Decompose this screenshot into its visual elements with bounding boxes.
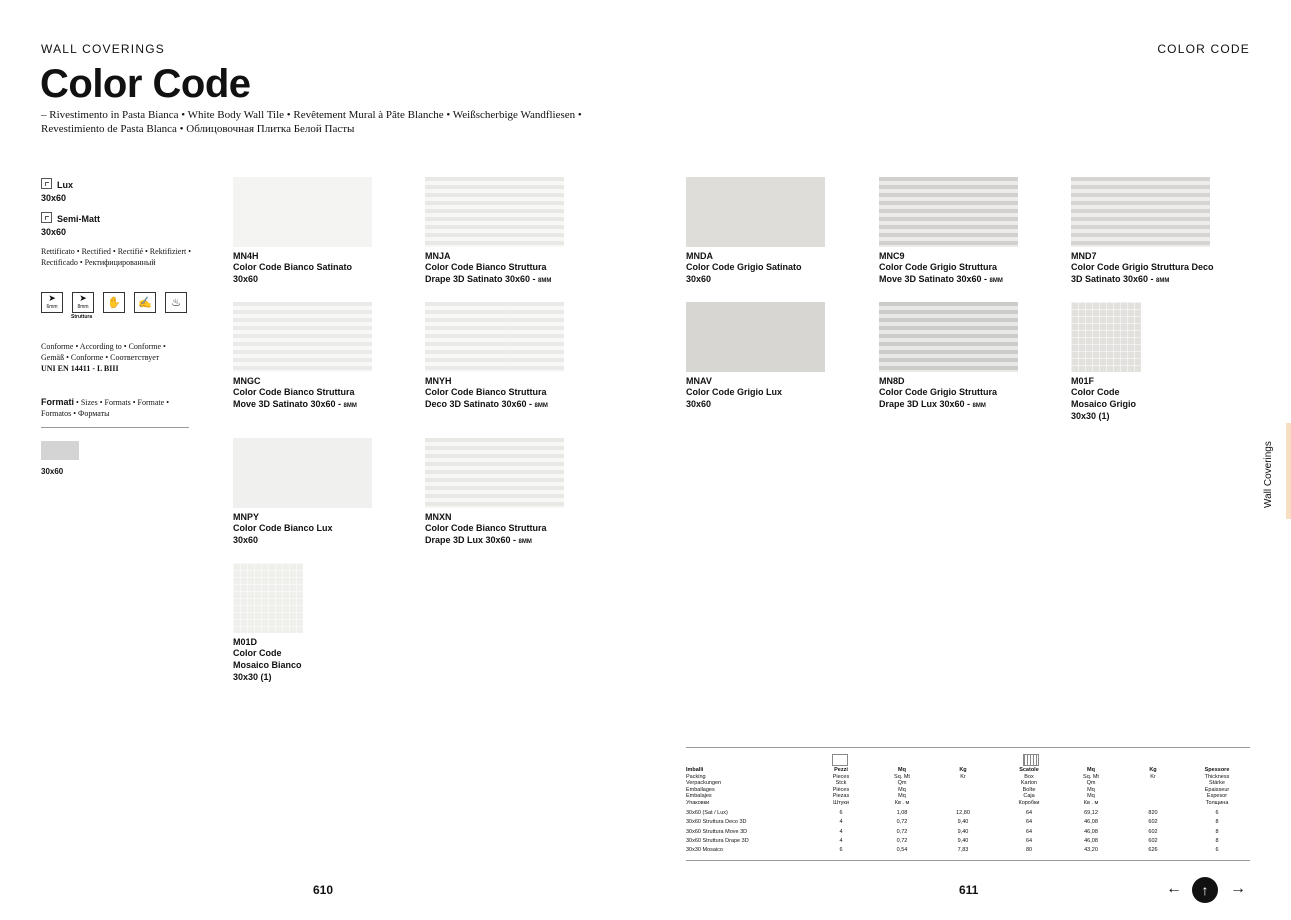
header-line: Sq. Mt (894, 773, 910, 780)
table-cell: 30x60 (Sat / Lux) (686, 810, 728, 816)
product-detail: Move 3D Satinato 30x60 - 8MM (233, 399, 357, 409)
thickness-suffix: 8MM (534, 403, 548, 409)
fire-resistance-icon: ♨ (165, 292, 187, 313)
format-icon (41, 212, 52, 223)
product-detail: Drape 3D Lux 30x60 - 8MM (879, 399, 986, 409)
table-cell: 8 (1215, 819, 1219, 826)
thickness-suffix: 8MM (989, 278, 1003, 284)
table-cell: 0,54 (896, 847, 908, 854)
product-card[interactable] (879, 177, 1018, 287)
header-cell (806, 767, 876, 806)
product-card[interactable] (425, 302, 564, 412)
table-cell: 46,08 (1084, 819, 1098, 826)
header-line: Kr (1150, 773, 1156, 780)
conformity-note (41, 341, 221, 374)
product-detail: Deco 3D Satinato 30x60 - 8MM (425, 399, 548, 409)
table-cell: 0,72 (896, 828, 908, 835)
product-code: M01D (233, 637, 258, 647)
product-swatch[interactable] (1071, 177, 1210, 247)
table-cell: 12,80 (956, 810, 970, 816)
table-cell: 602 (1148, 837, 1158, 844)
collection-kicker: COLOR CODE (1157, 42, 1250, 56)
header-line: Штуки (833, 799, 849, 806)
header-line: Pezzi (834, 767, 848, 773)
product-name: Color Code Grigio Struttura (879, 262, 997, 272)
table-cell: 9,40 (957, 819, 969, 826)
chemical-resistance-icon: ✍ (134, 292, 156, 313)
format-icon (41, 178, 52, 189)
header-line: Imballi (686, 767, 704, 773)
finish-semi-matt (41, 212, 221, 224)
header-line: Kr (960, 773, 966, 780)
table-row (686, 837, 1250, 846)
product-detail: Drape 3D Satinato 30x60 - 8MM (425, 274, 552, 284)
icon-label: 6mm (46, 303, 58, 310)
header-line: Spessore (1204, 767, 1230, 773)
product-card[interactable] (233, 438, 372, 546)
back-to-top-button[interactable] (1192, 877, 1218, 903)
header-line: Kg (1149, 767, 1157, 773)
product-detail: 30x60 (233, 535, 259, 545)
header-line: Упаковки (686, 799, 710, 806)
product-swatch[interactable] (425, 302, 564, 372)
table-cell: 64 (1025, 819, 1033, 826)
header-line: Qm (1086, 780, 1096, 786)
header-line: Packing (686, 773, 706, 780)
thickness-suffix: 8MM (972, 403, 986, 409)
product-swatch[interactable] (233, 177, 372, 247)
table-row (686, 806, 1250, 818)
product-size: 30x30 (1) (1071, 411, 1110, 421)
icon-label: 8mm (77, 303, 89, 310)
side-tab-marker (1286, 423, 1291, 519)
section-kicker: WALL COVERINGS (41, 42, 165, 56)
table-row (686, 828, 1250, 837)
table-cell: 30x60 Struttura Deco 3D (686, 819, 747, 826)
header-line: Stck (835, 780, 847, 786)
product-code: MNJA (425, 251, 451, 261)
table-cell: 64 (1025, 837, 1033, 844)
product-swatch[interactable] (686, 177, 825, 247)
thickness-suffix: 8MM (343, 403, 357, 409)
header-line: Piezas (832, 793, 850, 799)
product-card[interactable] (1071, 302, 1141, 422)
table-cell: 4 (839, 828, 843, 835)
finish-size: 30x60 (41, 227, 67, 237)
product-detail: 30x60 (686, 399, 712, 409)
product-detail: Drape 3D Lux 30x60 - 8MM (425, 535, 532, 545)
header-line: Verpackungen (686, 780, 722, 786)
header-line: Kg (959, 767, 967, 773)
page-subtitle (41, 108, 631, 136)
table-cell: 7,83 (957, 847, 969, 854)
product-swatch[interactable] (425, 438, 564, 508)
product-card[interactable] (233, 563, 303, 683)
product-swatch[interactable] (233, 438, 372, 508)
header-line: Scatole (1019, 767, 1039, 773)
table-bottom-rule (686, 860, 1250, 861)
product-name: Color Code Bianco Lux (233, 523, 333, 533)
product-detail: 30x60 (686, 274, 712, 284)
header-line: Qm (897, 780, 907, 786)
product-code: MNGC (233, 376, 261, 386)
header-line: Boîte (1022, 786, 1036, 793)
next-page-arrow-icon[interactable]: → (1230, 880, 1246, 897)
sidebar-specs (41, 178, 221, 268)
product-name: Color Code Bianco Struttura (425, 523, 547, 533)
product-card[interactable] (425, 177, 564, 287)
table-cell: 30x30 Mosaico (686, 847, 723, 854)
table-cell: 46,08 (1084, 837, 1098, 844)
struttura-label: Struttura (71, 314, 93, 320)
product-name: Color Code Bianco Struttura (233, 387, 355, 397)
table-cell: 8 (1215, 828, 1219, 835)
product-name: Color Code Bianco Satinato (233, 262, 353, 272)
table-cell: 64 (1025, 828, 1033, 835)
table-cell: 602 (1148, 828, 1158, 835)
product-name: Color Code Grigio Struttura Deco (1071, 262, 1214, 272)
header-cell (1060, 767, 1122, 806)
header-line: Толщина (1205, 799, 1229, 806)
table-cell: 626 (1148, 847, 1158, 854)
table-cell: 30x60 Struttura Move 3D (686, 828, 748, 835)
product-name: Color Code (233, 648, 282, 658)
header-line: Mq (1087, 786, 1095, 793)
table-cell: 4 (839, 837, 843, 844)
page-title: Color Code (40, 62, 251, 106)
conforme-line: Conforme • According to • Conforme • (41, 342, 166, 351)
packing-table (686, 767, 1250, 855)
product-swatch[interactable] (425, 177, 564, 247)
product-name: Color Code Grigio Lux (686, 387, 782, 397)
header-line: Кв . м (1083, 799, 1099, 806)
header-line: Mq (1087, 793, 1095, 799)
table-row (686, 818, 1250, 827)
product-code: MNC9 (879, 251, 905, 261)
product-swatch[interactable] (1071, 302, 1141, 372)
table-cell: 6 (839, 810, 843, 816)
table-cell: 9,40 (957, 837, 969, 844)
product-swatch[interactable] (879, 302, 1018, 372)
product-detail: Mosaico Bianco (233, 660, 302, 670)
page-number-left: 610 (313, 883, 334, 897)
product-swatch[interactable] (233, 302, 372, 372)
header-line: Karton (1020, 780, 1038, 786)
product-code: MNXN (425, 512, 452, 522)
product-detail: Move 3D Satinato 30x60 - 8MM (879, 274, 1003, 284)
product-code: MN4H (233, 251, 259, 261)
product-swatch[interactable] (233, 563, 303, 633)
table-cell: 64 (1025, 810, 1033, 816)
product-card[interactable] (686, 177, 825, 285)
header-line: Pieces (832, 773, 850, 780)
header-line: Epaisseur (1204, 786, 1230, 793)
table-cell: 30x60 Struttura Drape 3D (686, 837, 749, 844)
product-code: MNYH (425, 376, 452, 386)
stain-resistance-icon: ✋ (103, 292, 125, 313)
finish-size: 30x60 (41, 193, 67, 203)
header-cell (876, 767, 928, 806)
table-header-row (686, 767, 1250, 806)
table-cell: 6 (839, 847, 843, 854)
table-cell: 1,08 (896, 810, 908, 816)
product-card[interactable] (1071, 177, 1214, 287)
rectified-line: Rectificado • Ректифицированный (41, 258, 156, 267)
finish-label: Semi-Matt (57, 214, 101, 224)
table-cell: 9,40 (957, 828, 969, 835)
box-icon (832, 754, 848, 766)
divider (41, 427, 189, 428)
formats-heading (41, 397, 201, 419)
page-number-right: 611 (959, 883, 979, 897)
rectified-line: Rettificato • Rectified • Rectifié • Rektifiziert • (41, 247, 192, 256)
prev-page-arrow-icon[interactable]: ← (1166, 880, 1182, 897)
product-size: 30x30 (1) (233, 672, 272, 682)
header-line: Кв . м (894, 799, 910, 806)
product-card[interactable] (425, 438, 564, 548)
product-detail: 3D Satinato 30x60 - 8MM (1071, 274, 1170, 284)
pallet-icon (1023, 754, 1039, 766)
rectified-note (41, 246, 231, 268)
table-cell: 43,20 (1084, 847, 1098, 854)
header-cell (1122, 767, 1184, 806)
format-swatch (41, 441, 79, 460)
side-tab-label[interactable]: Wall Coverings (1263, 441, 1274, 508)
header-line: Thickness (1204, 773, 1230, 780)
header-line: Mq (898, 786, 906, 793)
finish-label: Lux (57, 180, 74, 190)
product-swatch[interactable] (879, 177, 1018, 247)
header-line: Mq (1087, 767, 1095, 773)
product-code: M01F (1071, 376, 1095, 386)
product-name: Color Code Bianco Struttura (425, 387, 547, 397)
product-code: MNPY (233, 512, 260, 522)
product-name: Color Code Bianco Struttura (425, 262, 547, 272)
table-row (686, 846, 1250, 855)
product-detail: Mosaico Grigio (1071, 399, 1137, 409)
table-cell: 8 (1215, 837, 1219, 844)
header-line: Sq. Mt (1083, 773, 1099, 780)
product-name: Color Code Grigio Satinato (686, 262, 802, 272)
header-line: Emballages (686, 786, 715, 793)
tile-6mm-icon: ➤ 6mm (41, 292, 63, 313)
product-swatch[interactable] (686, 302, 825, 372)
subtitle-line: Revestimiento de Pasta Blanca • Облицовочная Плитка Белой Пасты (41, 123, 355, 135)
header-cell (686, 767, 806, 806)
formati-bold: Formati (41, 397, 75, 407)
feature-icons (41, 292, 187, 313)
conforme-line: Gemäß • Conforme • Соответствует (41, 353, 160, 362)
product-code: MNDA (686, 251, 713, 261)
table-cell: 820 (1148, 810, 1158, 816)
table-cell: 4 (839, 819, 843, 826)
table-cell: 46,08 (1084, 828, 1098, 835)
arrow-up-icon: ↑ (1201, 882, 1209, 898)
subtitle-line: – Rivestimento in Pasta Bianca • White Body Wall Tile • Revêtement Mural à Pâte Blanche • Weißscherbige Wandfliesen • (41, 109, 582, 121)
header-line: Box (1024, 773, 1034, 780)
product-code: MNAV (686, 376, 712, 386)
thickness-suffix: 8MM (538, 278, 552, 284)
formati-line: Formatos • Форматы (41, 409, 110, 418)
product-code: MND7 (1071, 251, 1097, 261)
table-cell: 6 (1215, 810, 1219, 816)
header-line: Pièces (832, 786, 850, 793)
product-card[interactable] (233, 302, 372, 412)
table-cell: 6 (1215, 847, 1219, 854)
header-cell (998, 767, 1060, 806)
formati-rest: • Sizes • Formats • Formate • (76, 398, 169, 407)
product-name: Color Code Grigio Struttura (879, 387, 997, 397)
product-card[interactable] (233, 177, 372, 285)
standard-code: UNI EN 14411 - L BIII (41, 364, 119, 373)
header-line: Коробки (1018, 799, 1040, 806)
header-line: Stärke (1209, 780, 1225, 786)
header-line: Embalajes (686, 793, 712, 799)
table-cell: 0,72 (896, 819, 908, 826)
tile-8mm-icon: ➤ 8mm (72, 292, 94, 313)
thickness-suffix: 8MM (518, 539, 532, 545)
header-line: Mq (898, 767, 906, 773)
header-cell (928, 767, 998, 806)
product-detail: 30x60 (233, 274, 259, 284)
format-size-label: 30x60 (41, 467, 64, 476)
table-cell: 0,72 (896, 837, 908, 844)
table-top-rule (686, 747, 1250, 748)
table-cell: 80 (1025, 847, 1033, 854)
product-card[interactable] (879, 302, 1018, 412)
product-code: MN8D (879, 376, 905, 386)
table-cell: 69,12 (1084, 810, 1098, 816)
header-line: Espesor (1206, 793, 1228, 799)
header-cell (1184, 767, 1250, 806)
finish-lux (41, 178, 221, 190)
header-line: Caja (1023, 793, 1035, 799)
product-card[interactable] (686, 302, 825, 410)
product-name: Color Code (1071, 387, 1120, 397)
table-cell: 602 (1148, 819, 1158, 826)
header-line: Mq (898, 793, 906, 799)
thickness-suffix: 8MM (1156, 278, 1170, 284)
